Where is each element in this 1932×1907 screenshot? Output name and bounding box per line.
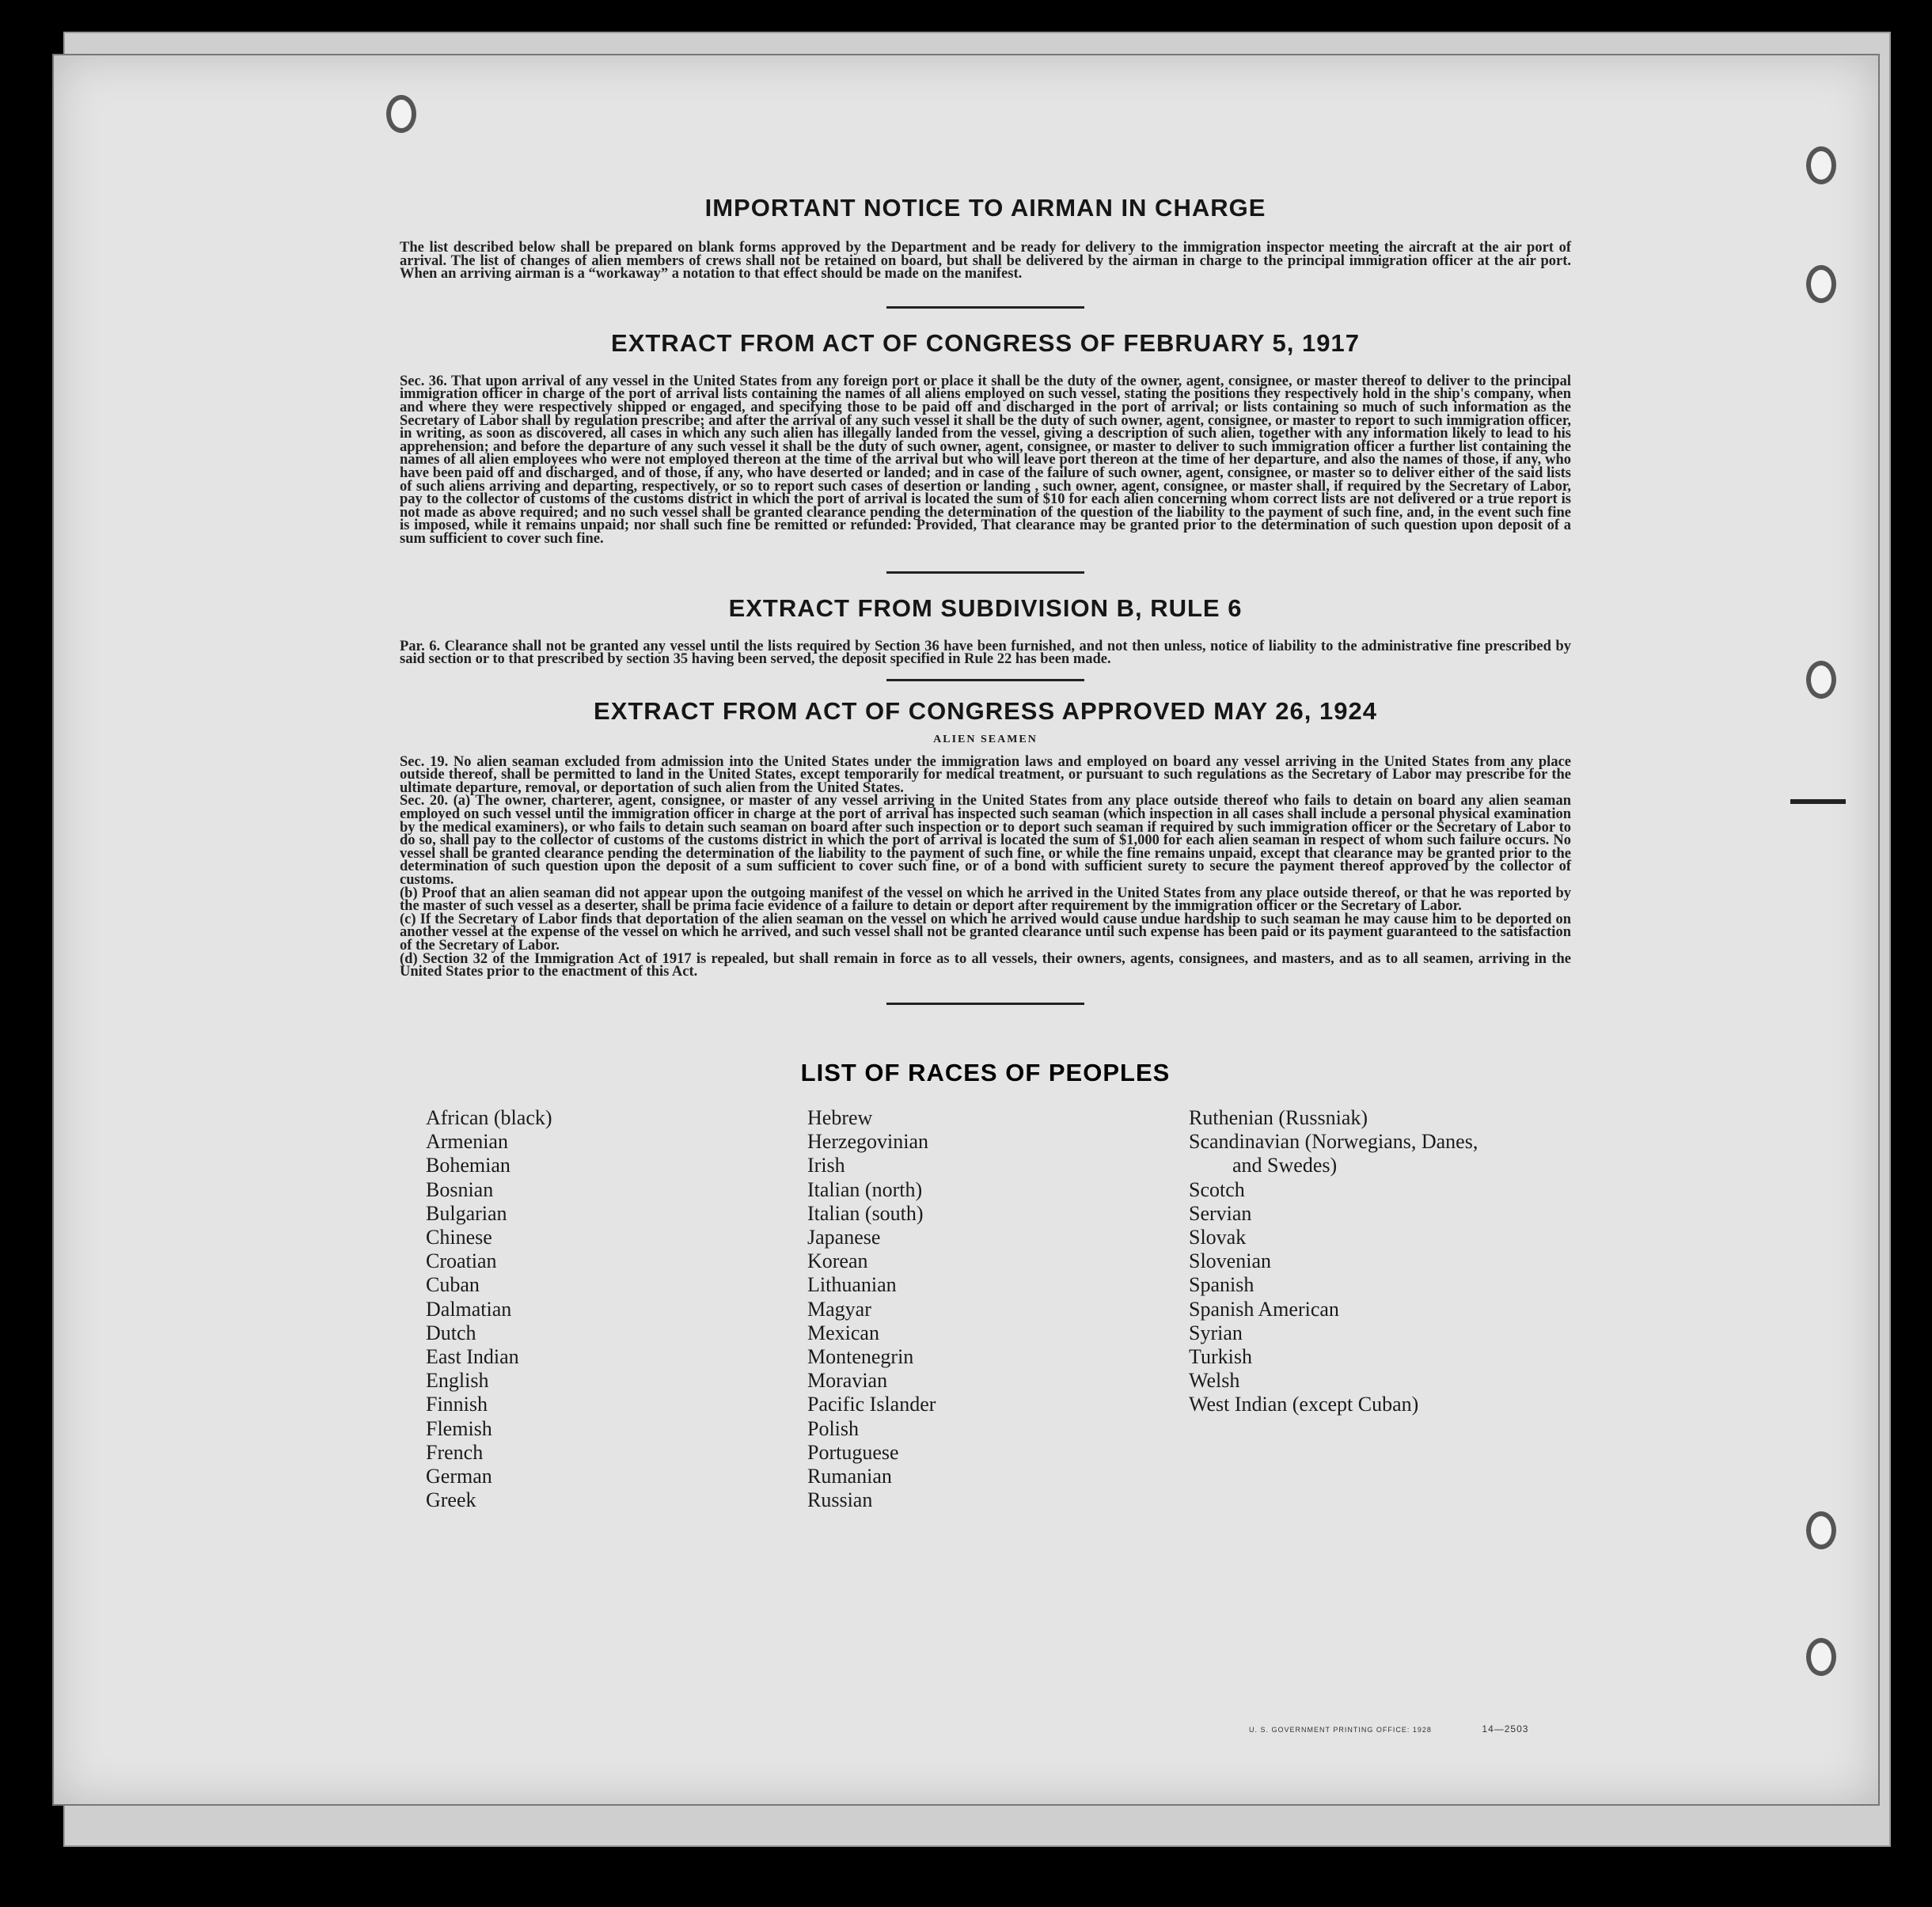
races-column-2 (807, 1106, 936, 1512)
race-item: Greek (426, 1488, 476, 1512)
race-item: Syrian (1189, 1321, 1243, 1344)
punch-hole (1806, 661, 1836, 699)
race-item: Armenian (426, 1130, 508, 1154)
race-item: Mexican (807, 1321, 879, 1344)
race-item: Spanish (1189, 1273, 1254, 1297)
act-1917-title: EXTRACT FROM ACT OF CONGRESS OF FEBRUARY 5, 1917 (611, 328, 1360, 357)
punch-hole (1806, 265, 1836, 303)
race-item: Spanish American (1189, 1297, 1339, 1321)
race-item: Polish (807, 1416, 860, 1440)
notice-title: IMPORTANT NOTICE TO AIRMAN IN CHARGE (704, 194, 1266, 222)
race-item: African (black) (426, 1106, 552, 1129)
race-item: Italian (north) (807, 1177, 923, 1201)
race-item: Montenegrin (807, 1345, 914, 1369)
race-item: Flemish (426, 1416, 492, 1440)
form-number: 14—2503 (1482, 1723, 1529, 1734)
race-item: Slovak (1189, 1226, 1247, 1249)
race-item: Bohemian (426, 1154, 511, 1177)
race-item: Lithuanian (807, 1273, 897, 1297)
race-item: Scotch (1189, 1177, 1245, 1201)
race-item: Irish (807, 1154, 845, 1177)
race-item: Servian (1189, 1201, 1252, 1225)
sec-20b-text: (b) Proof that an alien seaman did not appear upon the outgoing manifest of the vessel on which he arrived in the United States from any place outside thereof, or that he was reported by the master of such vessel as a deserter, shall be prima facie evidence of a failure to detain or deport after requirement by the immigration officer or the Secretary of Labor. (400, 885, 1571, 915)
race-item: German (426, 1465, 492, 1488)
race-item: Dutch (426, 1321, 476, 1344)
race-item: Bulgarian (426, 1201, 507, 1225)
race-item: Russian (807, 1488, 873, 1512)
page-tab-mark (1790, 799, 1846, 804)
race-item: Italian (south) (807, 1201, 924, 1225)
race-item: Korean (807, 1249, 868, 1273)
races-title: LIST OF RACES OF PEOPLES (800, 1059, 1171, 1086)
race-item: Japanese (807, 1226, 881, 1249)
race-item: Finnish (426, 1393, 488, 1416)
race-item: Welsh (1189, 1369, 1240, 1393)
race-item: French (426, 1440, 484, 1464)
races-column-3 (1189, 1106, 1478, 1417)
race-item: Slovenian (1189, 1249, 1271, 1273)
race-item: East Indian (426, 1345, 519, 1369)
race-item: Pacific Islander (807, 1393, 936, 1416)
printer-footer (1249, 1723, 1528, 1734)
race-item: Magyar (807, 1297, 871, 1321)
races-section (400, 0, 1571, 1907)
race-item: Moravian (807, 1369, 888, 1393)
race-item: and Swedes) (1232, 1154, 1338, 1177)
races-column-1 (426, 1106, 552, 1512)
punch-hole (1806, 1638, 1836, 1676)
rule-6-text: Par. 6. Clearance shall not be granted any vessel until the lists required by Section 36 have been furnished, and not then unless, notice of liability to the administrative fine prescribed by said section or to that prescribed by section 35 having been served, the deposit specified in Rule 22 has been made. (400, 638, 1571, 668)
race-item: West Indian (except Cuban) (1189, 1393, 1419, 1416)
race-item: Scandinavian (Norwegians, Danes, (1189, 1130, 1478, 1154)
punch-hole (1806, 1511, 1836, 1549)
notice-text: The list described below shall be prepared on blank forms approved by the Department and be ready for delivery to the immigration inspector meeting the aircraft at the air port of arrival. The list of changes of alien members of crews shall not be retained on board, but shall be delivered by the airman in charge to the principal immigration officer at the air port. When an arriving airman is a “workaway” a notation to that effect should be made on the manifest. (400, 240, 1571, 282)
printer-line: U. S. GOVERNMENT PRINTING OFFICE: 1928 (1249, 1726, 1432, 1734)
race-item: Dalmatian (426, 1297, 512, 1321)
race-item: Turkish (1189, 1345, 1252, 1369)
rule-6-title: EXTRACT FROM SUBDIVISION B, RULE 6 (728, 593, 1243, 622)
sec-20a-text: Sec. 20. (a) The owner, charterer, agent, consignee, or master of any vessel arriving in the United States from any place outside thereof who fails to detain on board any alien seaman employed on such vessel until the immigration officer in charge at the port of arrival has inspected such seaman (which inspection in all cases shall include a personal physical examination by the medical examiners), or who fails to detain such seaman on board after such inspection or to deport such seaman if required by such immigration officer or the Secretary of Labor to do so, shall pay to the collector of customs of the customs district in which the port of arrival is located the sum of $1,000 for each alien seaman in respect of whom such failure occurs. No vessel shall be granted clearance pending the determination of the liability to the payment of such fine, or while the fine remains unpaid, except that clearance may be granted prior to the determination of such question upon the deposit of a sum sufficient to cover such fine, or of a bond with sufficient surety to secure the payment thereof approved by the collector of customs. (400, 793, 1571, 889)
race-item: Bosnian (426, 1177, 494, 1201)
race-item: Hebrew (807, 1106, 873, 1129)
alien-seamen-subheading: ALIEN SEAMEN (933, 733, 1038, 745)
act-1917-text: Sec. 36. That upon arrival of any vessel in the United States from any foreign port or place it shall be the duty of the owner, agent, consignee, or master thereof to deliver to the principal immigration officer in charge of the port of arrival lists containing the names of all aliens employed on such vessel, stating the positions they respectively hold in the ship's company, when and where they were respectively shipped or engaged, and specifying those to be paid off and discharged in the port of arrival; or lists containing so much of such information as the Secretary of Labor shall by regulation prescribe; and after the arrival of any such vessel it shall be the duty of such owner, agent, consignee, or master to report to such immigration officer, in writing, as soon as discovered, all cases in which any such alien has illegally landed from the vessel, giving a description of such alien, together with any information likely to lead to his apprehension; and before the departure of any such vessel it shall be the duty of such owner, agent, consignee, or master to deliver to such immigration officer a further list containing the names of all alien employees who were not employed thereon at the time of the arrival but who will leave port thereon at the time of her departure, and also the names of those, if any, who have been paid off and discharged, and of those, if any, who have deserted or landed; and in case of the failure of such owner, agent, consignee, or master so to deliver either of the said lists of such aliens arriving and departing, respectively, or so to report such cases of desertion or landing , such owner, agent, consignee, or master shall, if required by the Secretary of Labor, pay to the collector of customs of the customs district in which the port of arrival is located the sum of $10 for each alien concerning whom correct lists are not delivered or a true report is not made as above required; and no such vessel shall be granted clearance pending the determination of the question of the liability to the payment of such fine, and, in the event such fine is imposed, while it remains unpaid; nor shall such fine be remitted or refunded: Provided, That clearance may be granted prior to the determination of such question upon deposit of a sum sufficient to cover such fine. (400, 373, 1571, 547)
race-item: Chinese (426, 1226, 492, 1249)
race-item: Cuban (426, 1273, 480, 1297)
race-item: Ruthenian (Russniak) (1189, 1106, 1368, 1129)
sec-19-text: Sec. 19. No alien seaman excluded from admission into the United States under the immigration laws and employed on board any vessel arriving in the United States from any place outside thereof, shall be permitted to land in the United States, except temporarily for medical treatment, or pursuant to such regulations as the Secretary of Labor may prescribe for the ultimate departure, removal, or deportation of such alien from the United States. (400, 753, 1571, 796)
punch-hole (1806, 146, 1836, 184)
race-item: Herzegovinian (807, 1130, 929, 1154)
race-item: Portuguese (807, 1440, 899, 1464)
sec-20d-text: (d) Section 32 of the Immigration Act of 1917 is repealed, but shall remain in force as to all vessels, their owners, agents, consignees, and masters, and as to all seamen, arriving in the United States prior to the enactment of this Act. (400, 950, 1571, 980)
act-1924-title: EXTRACT FROM ACT OF CONGRESS APPROVED MAY 26, 1924 (594, 696, 1377, 725)
sec-20c-text: (c) If the Secretary of Labor finds that deportation of the alien seaman on the vessel on which he arrived would cause undue hardship to such seaman he may cause him to be deported on another vessel at the expense of the vessel on which he arrived, and such vessel shall not be granted clearance until such expense has been paid or its payment guaranteed to the satisfaction of the Secretary of Labor. (400, 911, 1571, 954)
race-item: English (426, 1369, 489, 1393)
race-item: Rumanian (807, 1465, 892, 1488)
race-item: Croatian (426, 1249, 497, 1273)
